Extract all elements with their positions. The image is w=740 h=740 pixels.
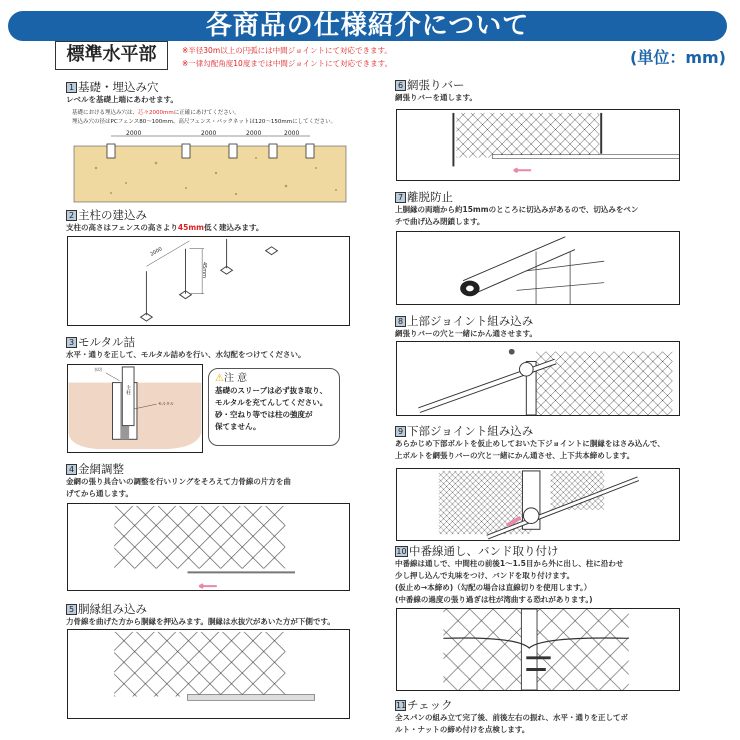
step-desc [66, 222, 263, 234]
step-number: 9 [395, 426, 406, 437]
step-title: 基礎・埋込み穴 [78, 80, 159, 94]
step-11 [395, 698, 628, 736]
warning-icon: ⚠ [215, 373, 224, 384]
desc-text: 低く建込みます。 [203, 223, 264, 232]
step-title: 中番線通し、バンド取り付け [409, 544, 559, 558]
step-9 [395, 424, 665, 462]
step-desc: 水平・通りを正して、モルタル詰めを行い、水勾配をつけてください。 [66, 350, 306, 359]
label-mizukiri: 水切 [94, 367, 102, 372]
step-desc: 全スパンの組み立て完了後、前後左右の振れ、水平・通りを正してボ [395, 713, 628, 722]
note-text: 基礎における埋込み穴は、 [72, 110, 139, 116]
step-desc: チで曲げ込み閉鎖します。 [395, 217, 485, 226]
step-desc: 網張りバーの穴と一緒にかん通させます。 [395, 329, 537, 338]
step-number: 3 [66, 337, 77, 348]
step-desc: レベルを基礎上端にあわせます。 [66, 95, 178, 104]
step-number: 6 [395, 80, 406, 91]
unit-label: (単位：mm) [630, 48, 726, 67]
tension-bar-diagram [396, 109, 680, 181]
step-number: 10 [396, 547, 407, 556]
title-banner [8, 11, 727, 41]
anti-detach-diagram [396, 231, 680, 305]
step-5 [66, 602, 335, 628]
step-desc: げてから通します。 [66, 489, 133, 498]
step-title: 主柱の建込み [78, 208, 147, 222]
step-desc: ルト・ナットの締め付けを点検します。 [395, 725, 530, 734]
upper-joint-diagram [396, 341, 680, 416]
note-text: 埋込み穴の径はPCフェンス80～100mm、高尺フェンス・パックネットは120～150mmにしてください。 [72, 119, 337, 125]
step-desc: (中番線の過度の張り過ぎは柱が湾曲する恐れがあります。) [395, 595, 593, 604]
note-2: ※一律勾配角度10度までは中間ジョイントにて対応できます。 [182, 59, 393, 68]
step-desc: 網張りバーを通します。 [395, 93, 477, 102]
step-title: 金網調整 [78, 462, 124, 476]
middle-wire-diagram [396, 608, 680, 691]
note-1: ※半径30m以上の円弧には中間ジョイントにて対応できます。 [182, 46, 392, 55]
step-desc: 金網の張り具合いの調整を行いリングをそろえて力骨線の片方を曲 [66, 477, 291, 486]
foundation-diagram [66, 128, 352, 204]
step-1 [66, 80, 336, 127]
desc-highlight: 45mm [177, 223, 204, 232]
post-installation-diagram [67, 236, 350, 326]
step-number: 8 [395, 316, 406, 327]
label-mortar: モルタル [158, 401, 174, 406]
caution-box [208, 368, 340, 446]
step-desc: 中番線は通しで、中間柱の前後1～1.5目から外に出し、柱に沿わせ [395, 559, 624, 568]
caution-line: モルタルを充てんしてください。 [215, 398, 328, 407]
step-desc: 少し押し込んで丸味をつけ、バンドを取り付けます。 [395, 571, 575, 580]
caution-line: 保てません。 [215, 422, 261, 431]
step-10 [395, 544, 623, 606]
step-4 [66, 462, 291, 500]
step-note [66, 109, 336, 127]
dim-label: 2000 [149, 246, 164, 258]
step-title: 下部ジョイント組み込み [407, 424, 534, 438]
frame-assembly-diagram [67, 629, 350, 719]
step-number: 4 [66, 464, 77, 475]
step-desc: あらかじめ下部ボルトを仮止めしておいた下ジョイントに胴縁をはさみ込んで、 [395, 439, 665, 448]
step-desc: (仮止め→本締め)（勾配の場合は直線切りを使用します。） [395, 583, 592, 592]
desc-text: 支柱の高さはフェンスの高さより [66, 223, 178, 232]
step-desc: 上胴縁の両端から約15mmのところに切込みがあるので、切込みをペン [395, 205, 639, 214]
step-8 [395, 314, 537, 340]
label-post: 主柱 [125, 385, 131, 395]
caution-line: 基礎のスリーブは必ず抜き取り、 [215, 386, 328, 395]
step-title: 上部ジョイント組み込み [407, 314, 534, 328]
step-7 [395, 190, 638, 228]
dim-label: 2000 [201, 130, 217, 137]
caution-title: 注 意 [223, 373, 248, 384]
step-title: 離脱防止 [407, 190, 453, 204]
dim-label: 2000 [126, 130, 142, 137]
note-text: に正確にあけてください。 [173, 110, 240, 116]
step-title: モルタル詰 [78, 335, 136, 349]
step-number: 5 [66, 604, 77, 615]
caution-line: 砂・空ねり等では柱の強度が [215, 410, 313, 419]
mortar-diagram [67, 364, 203, 453]
dim-label: 2000 [246, 130, 262, 137]
step-2 [66, 208, 263, 234]
step-title: 網張りバー [407, 78, 465, 92]
mesh-adjust-diagram [67, 503, 350, 591]
step-title: 胴縁組み込み [78, 602, 147, 616]
lower-joint-diagram [396, 468, 680, 541]
dim-label: 45mm [201, 261, 208, 279]
step-3 [66, 335, 306, 361]
page-title: 各商品の仕様紹介について [205, 11, 530, 41]
step-number: 7 [395, 192, 406, 203]
step-desc: 上ボルトを網張りバーの穴と一緒にかん通させ、上下共本締めします。 [395, 451, 635, 460]
section-label: 標準水平部 [55, 41, 168, 70]
step-title: チェック [407, 698, 453, 712]
step-6 [395, 78, 477, 104]
step-number: 11 [396, 701, 407, 710]
note-highlight: 芯々2000mm [138, 110, 174, 116]
step-number: 2 [66, 210, 77, 221]
dim-label: 2000 [284, 130, 300, 137]
step-desc: 力骨線を曲げた方から胴縁を押込みます。胴縁は水抜穴があいた方が下側です。 [66, 617, 335, 626]
step-number: 1 [66, 82, 77, 93]
